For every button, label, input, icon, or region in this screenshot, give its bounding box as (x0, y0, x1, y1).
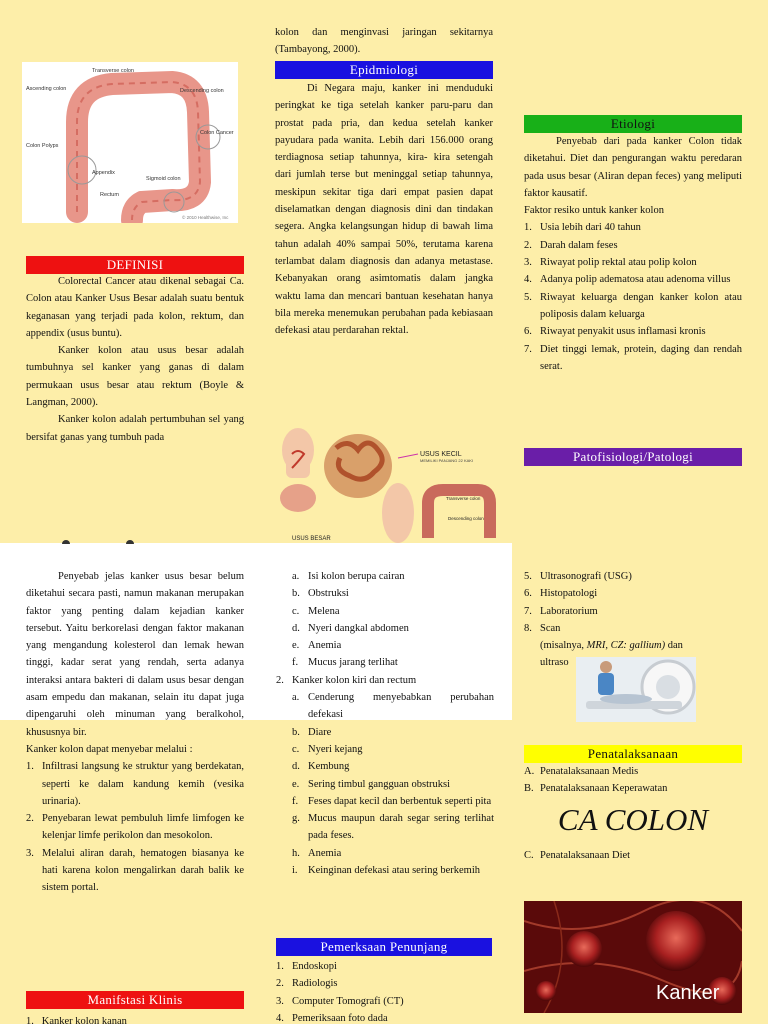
label-usus-kecil: USUS KECIL (420, 451, 462, 458)
penatalaksanaan-list (524, 763, 742, 798)
patofisiologi-heading: Patofisiologi/Patologi (524, 448, 742, 466)
spread-list (26, 758, 244, 896)
definisi-heading: DEFINISI (26, 256, 244, 274)
label-transverse-colon: Transverse colon (92, 68, 134, 74)
label-copyright: © 2010 Healthwise, Inc (182, 215, 229, 220)
brochure-title: CA COLON (557, 802, 709, 837)
epidemiologi-heading: Epidmiologi (275, 61, 493, 79)
list-item: f. Mucus jarang terlihat (292, 657, 398, 669)
list-item: 2. Kanker kolon kiri dan rectum (276, 674, 417, 686)
list-item: 7. Laboratorium (524, 605, 598, 617)
list-item: 2. Radiologis (276, 978, 338, 990)
etiologi-p1: Penyebab dari pada kanker Colon tidak diketahui. Diet dan pengurangan waktu peredaran pada usus besar (Aliran depan feces) yang meliputi faktor kausatif. (524, 136, 742, 199)
penyebab-p: Penyebab jelas kanker usus besar belum diketahui secara pasti, namun makanan merupakan faktor yang penting dalam kejadian kanker tersebut. Yaitu berkorelasi dengan faktor makanan yang mengandung kolesterol dan lemak hewan tinggi, kadar serat yang rendah, serta adanya interaksi antara bakteri di dalam usus besar dengan asam empedu dan makanan, selain itu dapat juga dipengaruhi oleh minuman yang beralkohol, khususnya bir. (26, 571, 244, 738)
list-item: a. Cenderung menyebabkan perubahan defekasi (292, 692, 494, 721)
list-item: e. Anemia (292, 640, 342, 652)
definisi-p3: Kanker kolon adalah pertumbuhan sel yang bersifat ganas yang tumbuh pada (26, 414, 244, 443)
colon-anatomy-image (22, 62, 238, 223)
pemeriksaan-heading: Pemerksaan Penunjang (276, 938, 492, 956)
label-rectum: Rectum (100, 192, 119, 198)
list-item: 1. Infiltrasi langsung ke struktur yang berdekatan, seperti ke dalam kandung kemih (vesika urinaria). (26, 761, 244, 807)
label-sigmoid-colon: Sigmoid colon (146, 176, 181, 182)
list-item: 5. Ultrasonografi (USG) (524, 571, 632, 582)
list-item: 7. Diet tinggi lemak, protein, daging dan rendah serat. (524, 343, 742, 372)
list-item: 1. Endoskopi (276, 961, 337, 972)
scan-note-2: ultraso (540, 657, 569, 669)
list-item: 3. Computer Tomografi (CT) (276, 995, 404, 1007)
pemeriksaan-list-wrap (276, 958, 494, 1027)
etiologi-heading: Etiologi (524, 115, 742, 133)
epidemiologi-p: Di Negara maju, kanker ini menduduki peringkat ke tiga setelah kanker paru-paru dan prostat pada pria, dan kedua setelah kanker payudara pada wanita. Lebih dari 156.000 orang terdiagnosa setiap tahunnya, kira- kira setengah dari jumlah terse but meninggal setiap tahunnya, meskipun sekitar tiga dari empat pasien dapat diselamatkan dengan diagnosis dini dan tindakan segera. Angka kelangsungan hidup di bawah lima tahun adalah 40% sampai 50%, terutama karena terlambat dalam diagnosis dan adanya metastase. Kebanyakan orang asimtomatis dalam jangka waktu lama dan mencari bantuan kesehatan hanya bila mereka menemukan perubahan pada kebiasaan defekasi atau perdarahan rektal. (275, 83, 493, 337)
list-item: b. Obstruksi (292, 588, 349, 600)
list-item: 6. Riwayat penyakit usus inflamasi kronis (524, 326, 706, 338)
col2-bottom-text (276, 568, 494, 879)
pemeriksaan-list-cont (524, 568, 742, 637)
list-item: f. Feses dapat kecil dan berbentuk seperti pita (292, 795, 492, 807)
label-descending-colon: Descending colon (180, 88, 224, 94)
list-item: 2. Penyebaran lewat pembuluh limfe limfogen ke kelenjar limfe perikolon dan mesokolon. (26, 813, 244, 842)
list-item: 3. Riwayat polip rektal atau polip kolon (524, 257, 697, 269)
label-colon-polyps: Colon Polyps (26, 143, 59, 149)
list-item: 4. Adanya polip adematosa atau adenoma villus (524, 274, 731, 286)
list-item: c. Nyeri kejang (292, 743, 363, 755)
definisi-text (26, 273, 244, 446)
manifestasi-heading: Manifstasi Klinis (26, 991, 244, 1009)
col1-bottom-text (26, 568, 244, 897)
penatalaksanaan-list-wrap (524, 763, 742, 798)
intestine-illustration (278, 428, 496, 543)
list-item: 5. Riwayat keluarga dengan kanker kolon atau poliposis dalam keluarga (524, 291, 742, 320)
penatalaksanaan-list-2 (524, 847, 742, 864)
label-transverse-colon-2: Transverse colon (446, 496, 481, 501)
cancer-cell-illustration (524, 901, 742, 1013)
list-item: g. Mucus maupun darah segar sering terlihat pada feses. (292, 813, 494, 842)
list-item: 2. Darah dalam feses (524, 239, 618, 251)
pemeriksaan-list (276, 958, 494, 1027)
list-item: 3. Melalui aliran darah, hematogen biasanya ke hati karena kolon mengalirkan darah balik ke sistem portal. (26, 847, 244, 894)
manifestasi-kiri-list (276, 689, 494, 879)
manifestasi-kanan-list (276, 568, 494, 672)
list-item: b. Diare (292, 726, 332, 738)
manifestasi-kiri-item (276, 672, 494, 689)
list-item: 8. Scan (524, 622, 561, 634)
label-descending-colon-2: Descending colon (448, 516, 484, 521)
ct-scan-photo (576, 657, 696, 722)
list-item: C. Penatalaksanaan Diet (524, 850, 631, 861)
kanker-label: Kanker (656, 982, 720, 1004)
etiologi-text (524, 133, 742, 375)
epidemiologi-text (275, 80, 493, 339)
list-item: a. Isi kolon berupa cairan (292, 571, 405, 582)
list-item: B. Penatalaksanaan Keperawatan (524, 783, 668, 795)
list-item: d. Nyeri dangkal abdomen (292, 622, 409, 634)
list-item: 4. Pemeriksaan foto dada (276, 1012, 388, 1024)
definisi-p1: Colorectal Cancer atau dikenal sebagai Ca. Colon atau Kanker Usus Besar adalah suatu bentuk keganasan yang terjadi pada kolon, rektum, dan appendix (usus buntu). (26, 276, 244, 339)
list-item: 1. Usia lebih dari 40 tahun (524, 222, 641, 234)
list-item: c. Melena (292, 605, 340, 617)
list-item: e. Sering timbul gangguan obstruksi (292, 778, 451, 790)
definisi-p2: Kanker kolon atau usus besar adalah tumbuhnya sel kanker yang ganas di dalam permukaan usus besar atau rektum (Boyle & Langman, 2000). (26, 345, 244, 409)
label-appendix: Appendix (92, 170, 115, 176)
label-ascending-colon: Ascending colon (26, 86, 67, 92)
menyebar-p: Kanker kolon dapat menyebar melalui : (26, 743, 193, 755)
list-item: 6. Histopatologi (524, 588, 598, 600)
label-panjang: MEMILIKI PANJANG 22 KAKI (420, 458, 474, 463)
scan-note: (misalnya, MRI, CZ: gallium) dan (540, 640, 683, 652)
list-item: i. Keinginan defekasi atau sering berkemih (292, 865, 481, 877)
label-usus-besar: USUS BESAR (292, 536, 331, 542)
colon-anatomy-illustration (22, 62, 238, 223)
penatalaksanaan-heading: Penatalaksanaan (524, 745, 742, 763)
intestine-image (278, 428, 496, 543)
manifestasi-first: 1. Kanker kolon kanan (26, 1016, 127, 1027)
etiologi-p2: Faktor resiko untuk kanker kolon (524, 205, 664, 217)
col2-top-text: kolon dan menginvasi jaringan sekitarnya (Tambayong, 2000). (275, 27, 493, 56)
list-item: d. Kembung (292, 761, 350, 773)
list-item: h. Anemia (292, 847, 342, 859)
penatalaksanaan-diet-wrap (524, 847, 742, 864)
label-colon-cancer: Colon Cancer (200, 130, 234, 136)
cancer-cell-image (524, 901, 742, 1013)
decorative-dots (62, 540, 142, 544)
risk-factor-list (524, 219, 742, 375)
ct-scan-illustration (576, 657, 696, 722)
list-item: A. Penatalaksanaan Medis (524, 766, 639, 777)
